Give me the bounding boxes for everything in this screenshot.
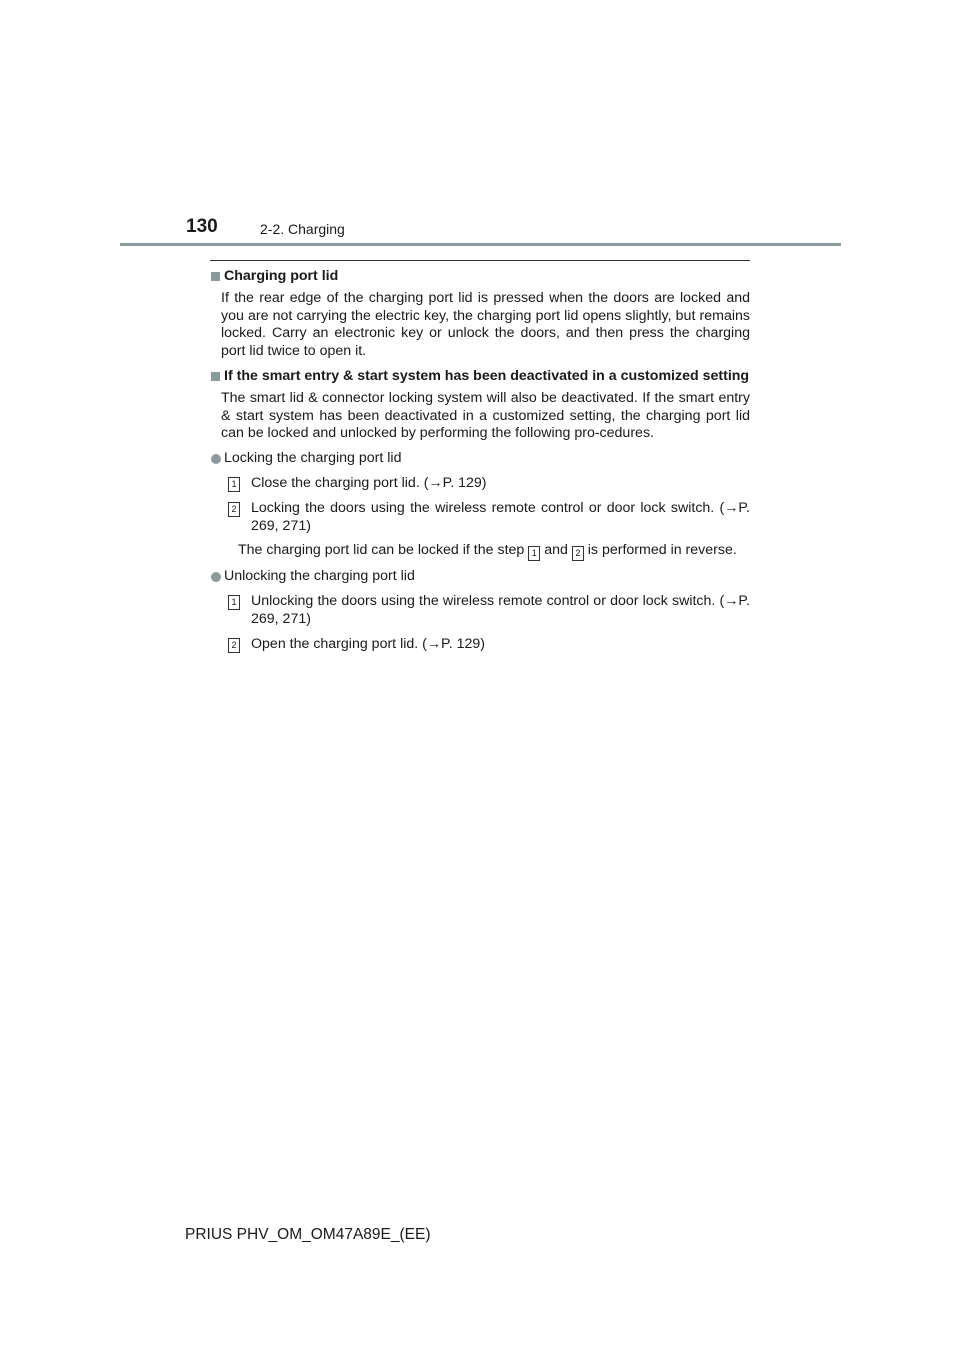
manual-content (210, 264, 750, 654)
note-text: and (544, 542, 568, 559)
heading-smart-entry (210, 368, 750, 386)
step-number-badge: 1 (228, 595, 240, 610)
unlocking-procedure-title (210, 568, 750, 586)
section-title: 2-2. Charging (260, 221, 345, 237)
step-text: Unlocking the doors using the wireless remote control or door lock switch. (→P. 269, 271) (251, 593, 750, 627)
step-text: Close the charging port lid. (→P. 129) (251, 474, 487, 491)
circle-bullet-icon (211, 454, 221, 464)
step-number-badge: 1 (528, 546, 540, 561)
locking-step-1 (210, 475, 750, 493)
unlocking-step-1 (210, 593, 750, 629)
circle-bullet-icon (211, 572, 221, 582)
document-code: PRIUS PHV_OM_OM47A89E_(EE) (185, 1226, 431, 1243)
step-number-badge: 2 (572, 546, 584, 561)
locking-step-2 (210, 500, 750, 536)
locking-procedure-title (210, 450, 750, 468)
unlocking-step-2 (210, 636, 750, 654)
heading-text: Charging port lid (224, 268, 339, 284)
bullet-text: Unlocking the charging port lid (224, 568, 415, 585)
note-text: is performed in reverse. (587, 542, 737, 559)
note-text: The charging port lid can be locked if the step (238, 542, 525, 559)
page-number: 130 (186, 216, 218, 237)
step-text: Locking the doors using the wireless remote control or door lock switch. (→P. 269, 271) (251, 499, 750, 534)
step-number-badge: 2 (228, 502, 240, 517)
bullet-text: Locking the charging port lid (224, 450, 402, 467)
content-top-divider (210, 260, 750, 261)
locking-note (210, 542, 750, 561)
step-number-badge: 2 (228, 638, 240, 653)
square-bullet-icon (211, 272, 220, 281)
step-number-badge: 1 (228, 477, 240, 492)
step-text: Open the charging port lid. (→P. 129) (251, 635, 485, 652)
port-lid-description: If the rear edge of the charging port lid is pressed when the doors are locked and you are not carrying the electric key, the charging port lid opens slightly, but remains locked. Carry an electronic key or unlock the doors, and then press the charging port lid twice to open it. (221, 289, 750, 360)
smart-entry-description: The smart lid & connector locking system will also be deactivated. If the smart entry & start system has been deactivated in a customized setting, the charging port lid can be locked and unlocked by performing the following pro-cedures. (221, 389, 750, 442)
heading-charging-port-lid (210, 268, 750, 286)
header-divider (120, 243, 841, 246)
square-bullet-icon (211, 372, 220, 381)
heading-text: If the smart entry & start system has been deactivated in a customized setting (224, 367, 750, 384)
